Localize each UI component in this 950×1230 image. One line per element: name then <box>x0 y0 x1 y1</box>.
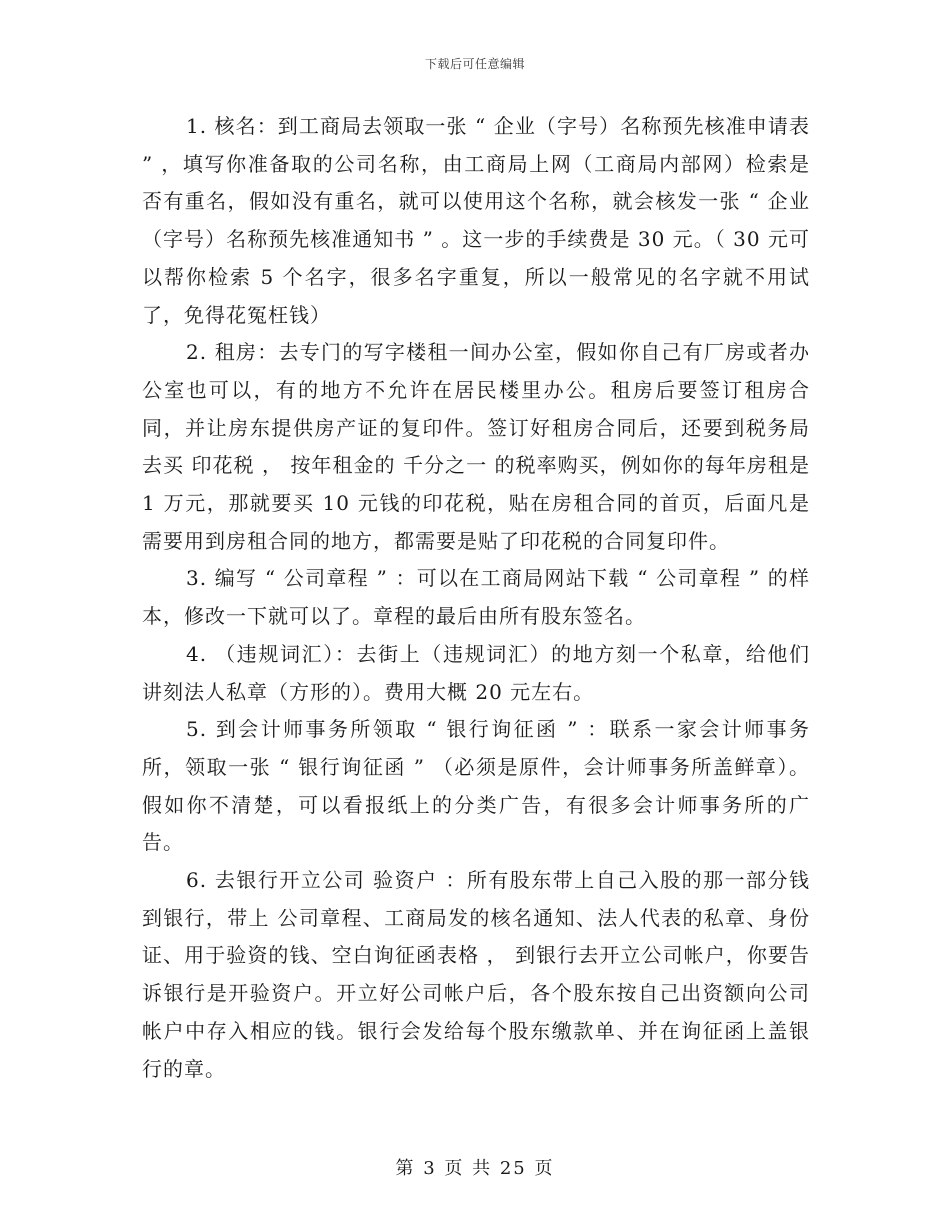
page-number-footer: 第 3 页 共 25 页 <box>395 1158 555 1179</box>
paragraph-step-2: 2. 租房：去专门的写字楼租一间办公室，假如你自己有厂房或者办公室也可以，有的地方不允许在居民楼里办公。租房后要签订租房合同，并让房东提供房产证的复印件。签订好租房合同后，还要到税务局去买 印花税 ， 按年租金的 千分之一 的税率购买，例如你的每年房租是 1 万元，那就要买 10 元钱的印花税，贴在房租合同的首页，后面凡是需要用到房租合同的地方，都需要是贴了印花税的合同复印件。 <box>142 340 810 553</box>
paragraph-step-3: 3. 编写 “ 公司章程 ” ：可以在工商局网站下载 “ 公司章程 ” 的样本，修改一下就可以了。章程的最后由所有股东签名。 <box>142 566 810 629</box>
paragraph-step-6: 6. 去银行开立公司 验资户 ：所有股东带上自己入股的那一部分钱到银行，带上 公司章程、工商局发的核名通知、法人代表的私章、身份证、用于验资的钱、空白询征函表格 ， 到银行去开立公司帐户，你要告诉银行是开验资户。开立好公司帐户后，各个股东按自己出资额向公司帐户中存入相应的钱。银行会发给每个股东缴款单、并在询征函上盖银行的章。 <box>142 868 810 1081</box>
paragraph-step-4: 4. （违规词汇）：去街上（违规词汇）的地方刻一个私章，给他们讲刻法人私章（方形的）。费用大概 20 元左右。 <box>142 641 810 704</box>
paragraph-step-1: 1. 核名：到工商局去领取一张 “ 企业（字号）名称预先核准申请表 ” ，填写你准备取的公司名称，由工商局上网（工商局内部网）检索是否有重名，假如没有重名，就可以使用这个名称，就会核发一张 “ 企业（字号）名称预先核准通知书 ” 。这一步的手续费是 30 元。（ 30 元可以帮你检索 5 个名字，很多名字重复，所以一般常见的名字就不用试了，免得花冤枉钱） <box>142 114 810 327</box>
paragraph-step-5: 5. 到会计师事务所领取 “ 银行询征函 ” ：联系一家会计师事务所，领取一张 “ 银行询征函 ” （必须是原件，会计师事务所盖鲜章）。假如你不清楚，可以看报纸上的分类广告，有很多会计师事务所的广告。 <box>142 717 810 855</box>
document-body <box>142 108 810 1088</box>
page-header: 下载后可任意编辑 <box>424 57 525 71</box>
